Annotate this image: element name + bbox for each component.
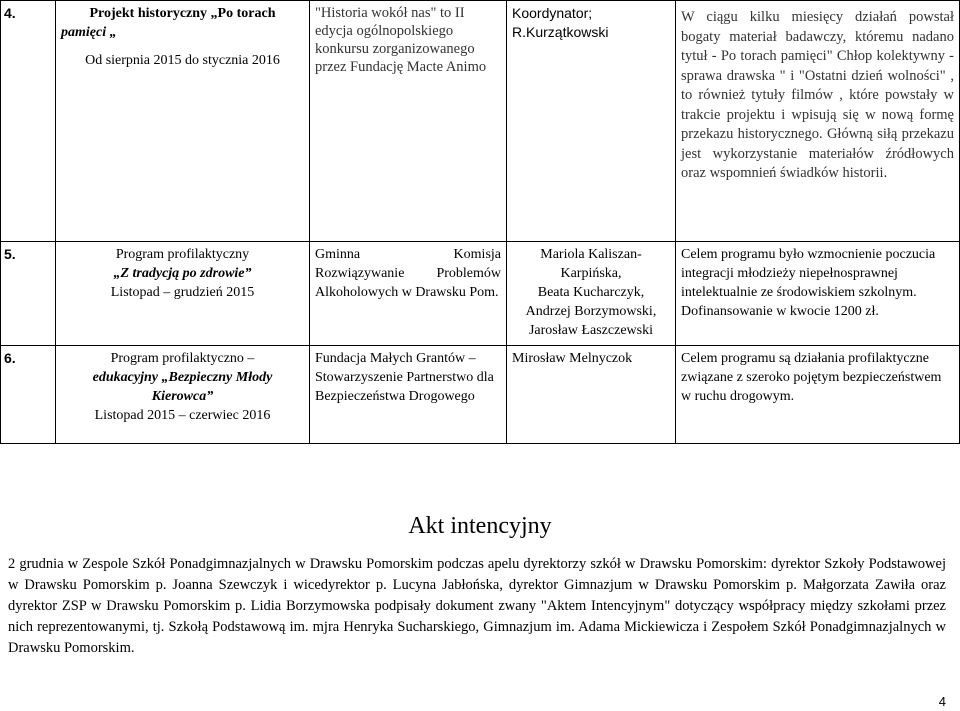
- program-label: Program profilaktyczno –: [110, 351, 255, 366]
- organizer-text: "Historia wokół nas" to II edycja ogólnopolskiego konkursu zorganizowanego przez Fundację Macte Animo: [315, 5, 487, 75]
- row-number: 6.: [1, 346, 56, 444]
- program-cell: [56, 346, 310, 444]
- coordinator-name: Karpińska,: [560, 266, 622, 281]
- coordinator-name: Mariola Kaliszan-: [540, 247, 642, 262]
- section-paragraph: 2 grudnia w Zespole Szkół Ponadgimnazjalnych w Drawsku Pomorskim podczas apelu dyrektorzy szkół w Drawsku Pomorskim: dyrektor Szkoły Podstawowej w Drawsku Pomorskim p. Joanna Szewczyk i wicedyrektor p. Lucyna Jabłońska, dyrektor Gimnazjum w Drawsku Pomorskim p. Małgorzata Zawiła oraz dyrektor ZSP w Drawsku Pomorskim p. Lidia Borzymowska podpisały dokument zwany "Aktem Intencyjnym" dotyczący współpracy między szkołami przez nich reprezentowanymi, tj. Szkołą Podstawową im. mjra Henryka Sucharskiego, Gimnazjum im. Adama Mickiewicza i Zespołem Szkół Ponadgimnazjalnych w Drawsku Pomorskim.: [8, 556, 946, 656]
- coordinator-name: Andrzej Borzymowski,: [525, 304, 657, 319]
- description-text: W ciągu kilku miesięcy działań powstał bogaty materiał badawczy, któremu nadano tytuł - Po torach pamięci" Chłop kolektywny -sprawa drawska " i "Ostatni dzień wolności" , to również tytuły filmów , które powstały w trakcie projektu i wpisują się w nową formę przekazu historycznego. Główną siłą przekazu jest wykorzystanie materiałów źródłowych oraz wspomnień świadków historii.: [681, 9, 954, 181]
- row-number: 4.: [1, 1, 56, 242]
- page-number: 4: [938, 694, 946, 709]
- organizer-text: Fundacja Małych Grantów – Stowarzyszenie Partnerstwo dla Bezpieczeństwa Drogowego: [315, 351, 494, 404]
- coordinator-name: Beata Kucharczyk,: [537, 285, 645, 300]
- table-row: [1, 242, 960, 346]
- project-title-cell: [56, 1, 310, 242]
- description-cell: [676, 346, 960, 444]
- organizer-cell: [310, 346, 507, 444]
- organizer-cell: [310, 1, 507, 242]
- coordinator-text: Koordynator; R.Kurzątkowski: [512, 5, 609, 40]
- coordinator-cell: [507, 242, 676, 346]
- project-title: [61, 4, 304, 42]
- table-row: [1, 346, 960, 444]
- description-text: Celem programu są działania profilaktyczne związane z szeroko pojętym bezpieczeństwem w ruchu drogowym.: [681, 351, 942, 404]
- coordinator-name: Mirosław Melnyczok: [512, 351, 633, 366]
- table-row: [1, 1, 960, 242]
- project-title-line: Projekt historyczny „Po torach: [89, 6, 276, 21]
- section-heading: Akt intencyjny: [408, 513, 552, 539]
- program-cell: [56, 242, 310, 346]
- program-label: Program profilaktyczny: [115, 247, 250, 262]
- coordinator-list: [512, 245, 670, 340]
- coordinator-cell: [507, 346, 676, 444]
- row-number: 5.: [1, 242, 56, 346]
- project-title-line: pamięci „: [61, 25, 117, 40]
- program-name-line: Kierowca”: [151, 389, 214, 404]
- organizer-text: Gminna Komisja Rozwiązywanie Problemów Alkoholowych w Drawsku Pom.: [315, 247, 501, 300]
- program-period: Listopad – grudzień 2015: [110, 285, 255, 300]
- description-text: Celem programu było wzmocnienie poczucia integracji młodzieży niepełnosprawnej intelektualnie ze środowiskiem szkolnym. Dofinansowanie w kwocie 1200 zł.: [681, 247, 936, 319]
- organizer-cell: [310, 242, 507, 346]
- description-cell: [676, 1, 960, 242]
- coordinator-name: Jarosław Łaszczewski: [528, 323, 653, 338]
- project-period: Od sierpnia 2015 do stycznia 2016: [85, 53, 280, 68]
- program-name: [61, 368, 304, 406]
- description-cell: [676, 242, 960, 346]
- coordinator-cell: [507, 1, 676, 242]
- program-name: „Z tradycją po zdrowie”: [113, 266, 252, 281]
- program-name-line: edukacyjny „Bezpieczny Młody: [92, 370, 273, 385]
- program-period: Listopad 2015 – czerwiec 2016: [94, 408, 271, 423]
